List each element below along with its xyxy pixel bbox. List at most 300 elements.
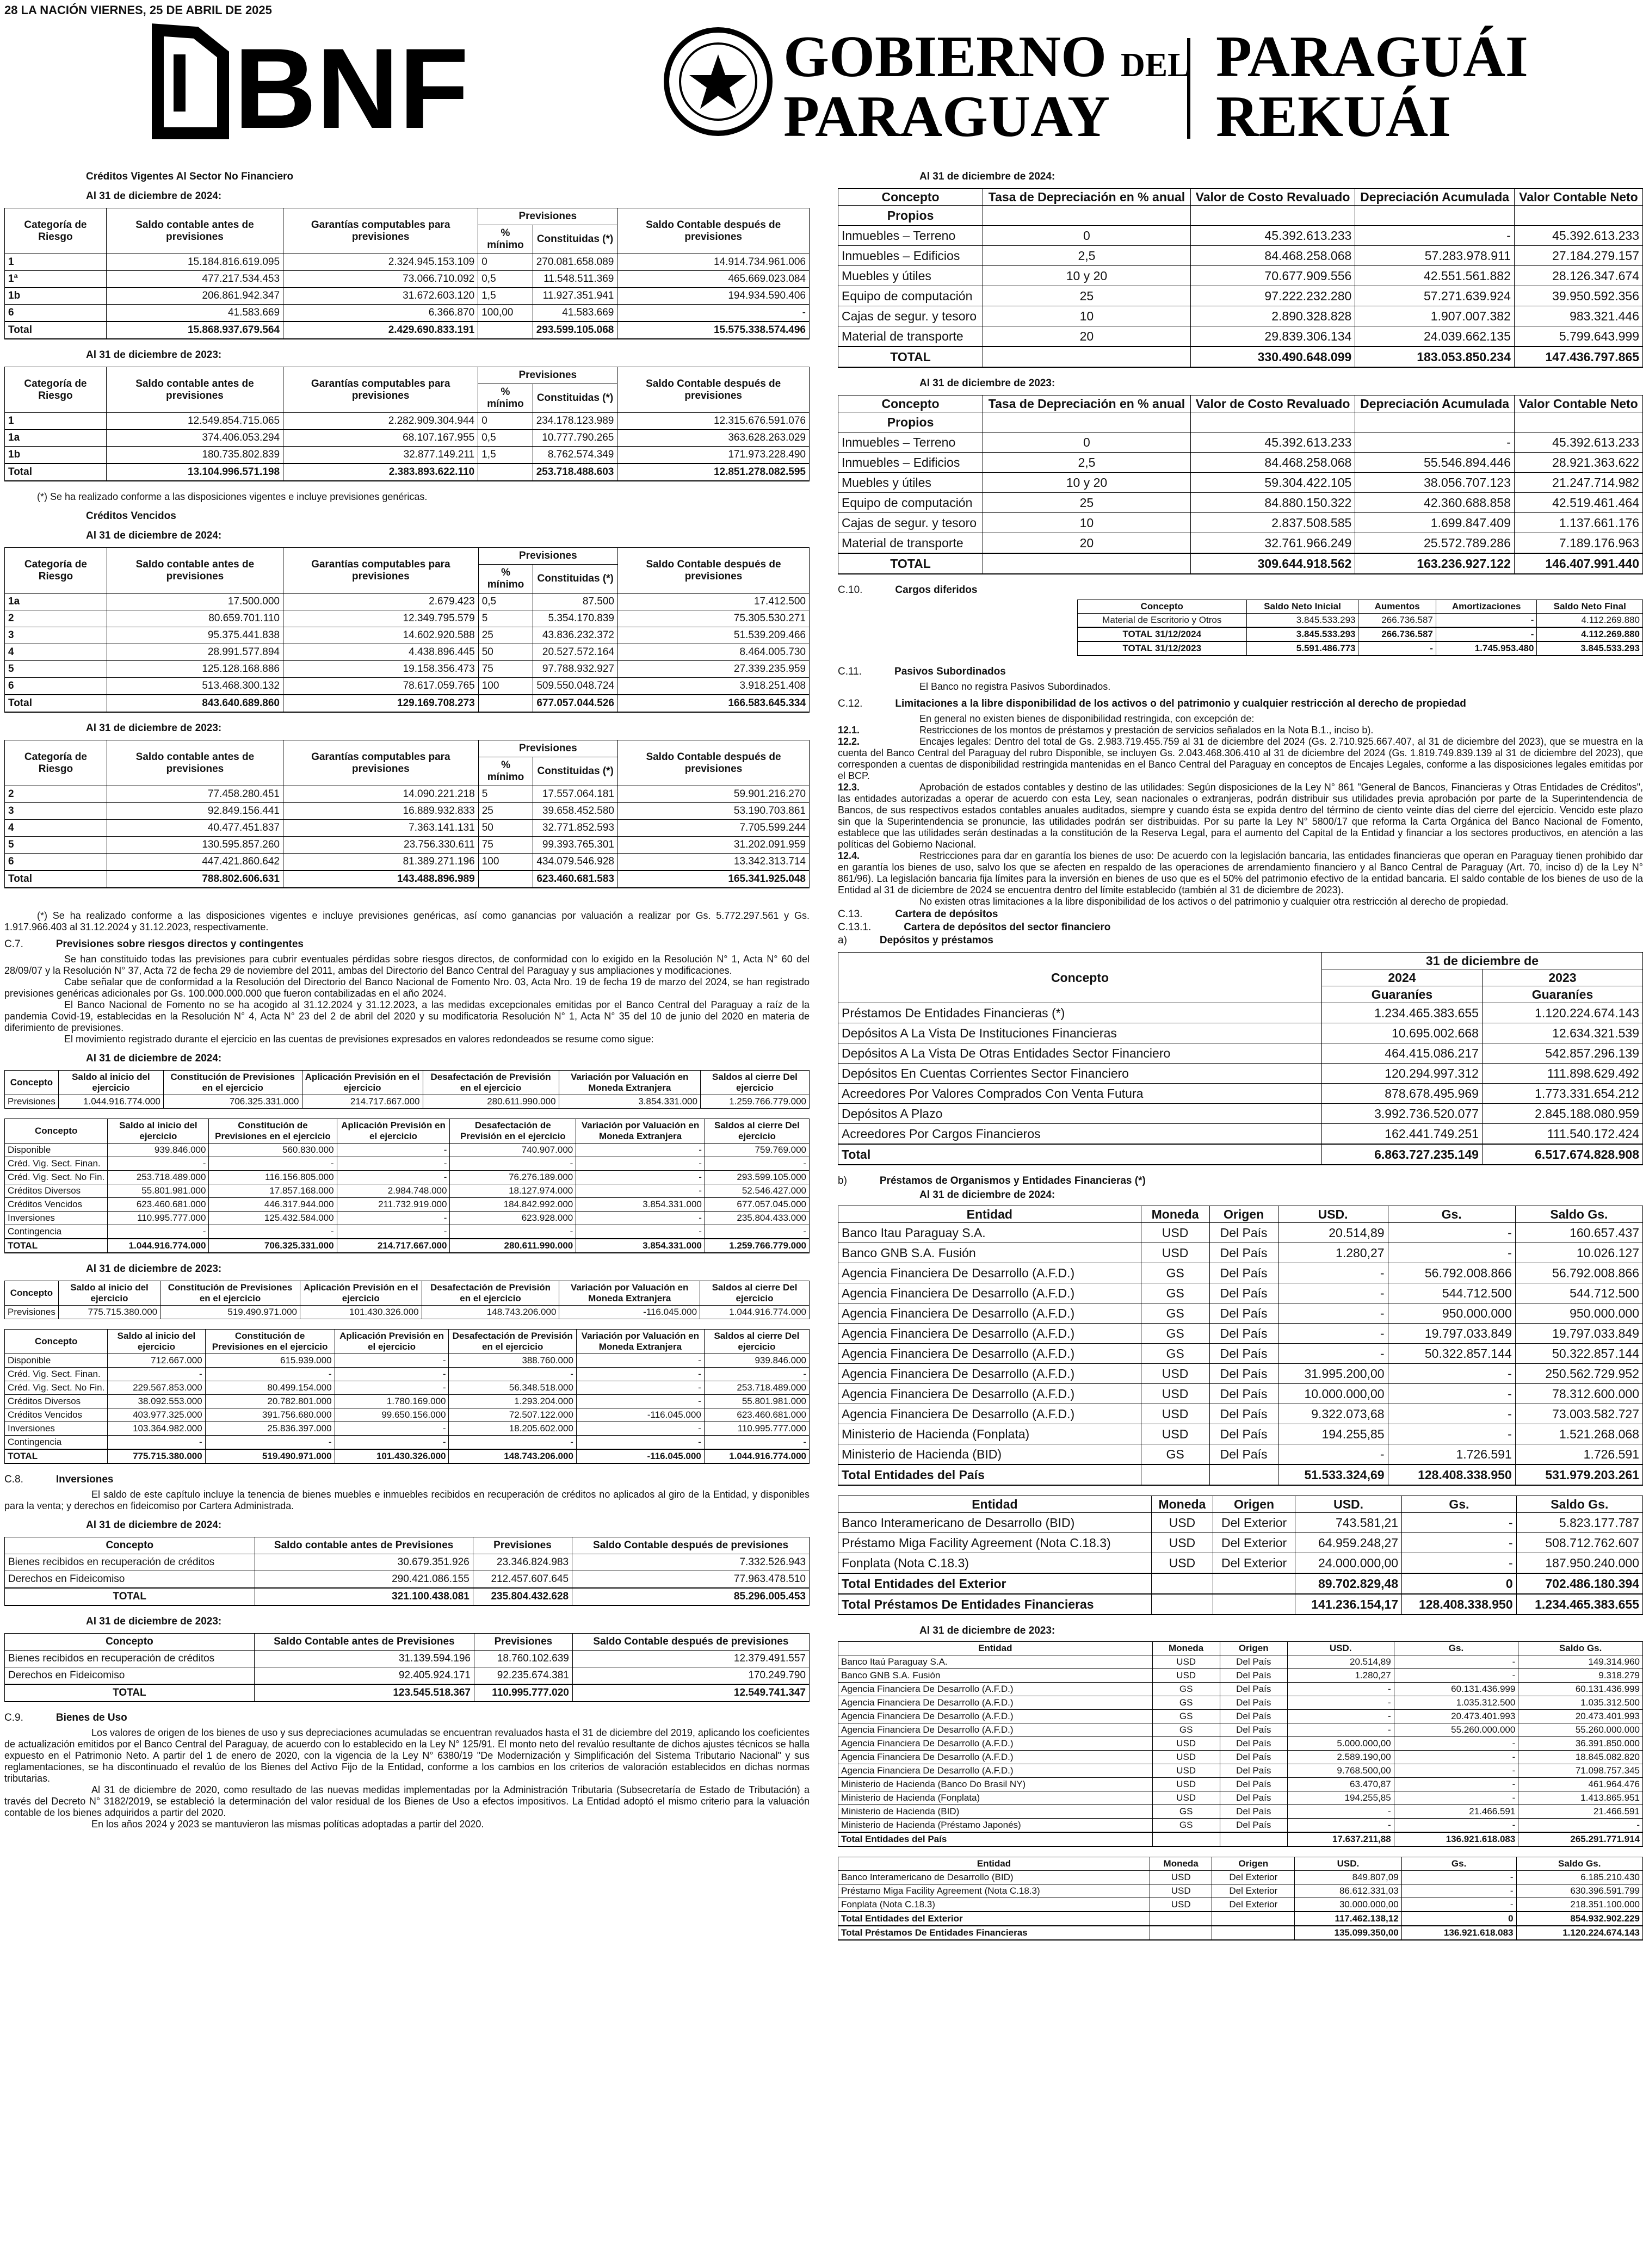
cell: -	[1436, 614, 1537, 628]
cell: 12.349.795.579	[283, 610, 479, 627]
cell: 1.280,27	[1287, 1669, 1394, 1683]
cell: -	[209, 1157, 337, 1171]
cell: 28.991.577.894	[107, 644, 283, 661]
cell	[1152, 1832, 1220, 1846]
cell: -	[1401, 1884, 1516, 1898]
cell: -	[705, 1225, 809, 1239]
cell: -	[576, 1144, 705, 1157]
cell: 20	[983, 533, 1191, 554]
cell: 27.184.279.157	[1514, 246, 1642, 266]
cell	[1209, 1464, 1278, 1485]
cell: 253.718.488.603	[533, 464, 617, 481]
cell: 56.792.008.866	[1515, 1263, 1642, 1283]
cell: -	[1394, 1764, 1518, 1778]
table-row	[5, 1667, 810, 1685]
cell: 128.408.338.950	[1402, 1594, 1517, 1615]
table-row	[5, 1184, 810, 1198]
cell: -	[449, 1436, 576, 1450]
table-row	[838, 432, 1643, 453]
cell: 11.548.511.369	[533, 271, 617, 288]
cell: 12.634.321.539	[1482, 1023, 1642, 1043]
cell: 53.190.703.861	[618, 803, 810, 820]
cell: 148.743.206.000	[449, 1449, 576, 1463]
cell: 187.950.240.000	[1516, 1553, 1642, 1574]
cell: Equipo de computación	[838, 493, 983, 513]
cell: 45.392.613.233	[1190, 432, 1355, 453]
cell: 77.963.478.510	[572, 1571, 810, 1589]
cell: 253.718.489.000	[704, 1381, 809, 1395]
cell: 623.460.681.000	[108, 1198, 209, 1212]
table-row	[5, 271, 810, 288]
cell: 31.139.594.196	[254, 1651, 474, 1667]
cell: 20	[983, 326, 1191, 347]
cell: 41.583.669	[106, 305, 283, 322]
cell: 3	[5, 803, 107, 820]
cell: 508.712.762.607	[1516, 1533, 1642, 1553]
cell: 759.769.000	[705, 1144, 809, 1157]
cell: 1.907.007.382	[1355, 306, 1515, 326]
cell: GS	[1152, 1696, 1220, 1710]
cell: 950.000.000	[1388, 1303, 1515, 1324]
cell: -	[450, 1225, 576, 1239]
cell: 146.407.991.440	[1514, 553, 1642, 574]
cell: Del País	[1220, 1751, 1287, 1764]
table-row	[5, 837, 810, 854]
cell: 110.995.777.020	[474, 1684, 573, 1702]
c12-4: 12.4. Restricciones para dar en garantía los bienes de uso: De acuerdo con la legislación bancaria, las entidades financieras que operan en Paraguay tienen prohibido dar en garantía los bienes de uso, salvo los que se afecten en respaldo de las operaciones de arrendamiento financiero y al Banco Central de Paraguay (Art. 70, inciso d) de la Ley N° 861/96). La legislación bancaria fija límites para la inversión en bienes de uso que es el 50% del patrimonio efectivo de la entidad bancaria. El saldo contable de los bienes de uso de la Entidad al 31 de diciembre de 2024 se encuentra dentro del límite establecido (también al 31 de diciembre de 2023).	[838, 850, 1643, 895]
cell: 544.712.500	[1388, 1283, 1515, 1303]
cell: 6.863.727.235.149	[1321, 1144, 1482, 1165]
cell: 85.296.005.453	[572, 1588, 810, 1605]
movement-table-2023-a: Concepto Saldo al inicio del ejercicio Constitución de Previsiones en el ejercicio Aplicación Previsión en el ejercicio Desafectación de Previsión en el ejercicio Variación por Valuación en Moneda Extranjera Saldos al cierre Del ejercicio Previsiones 775.715.380.000 519.490.971.000 101.430.326.000 148.743.206.000 -116.045.000 1.044.916.774.000	[4, 1281, 810, 1319]
cell: 253.718.489.000	[108, 1171, 209, 1184]
cell: 0,5	[478, 271, 533, 288]
cell: Del País	[1209, 1344, 1278, 1364]
cell: Fonplata (Nota C.18.3)	[838, 1898, 1150, 1912]
risk-table-vigentes-2023: Categoría de Riesgo Saldo contable antes de previsiones Garantías computables para previsiones Previsiones Saldo Contable después de previsiones % mínimo Constituidas (*) 1 12.549.854.715.065 2.282.909.304.944 0 234.178.123.989 12.315.676.591.076 1a 374.406.053.294 68.107.167.955 0,5 10.777.790.265 363.628.263.029 1b 180.735.802.839 32.877.149.211 1,5 8.762.574.349 171.973.228.490 Total 13.104.996.571.198 2.383.893.622.110 253.718.488.603 12.851.278.082.595	[4, 367, 810, 481]
table-row	[838, 1871, 1643, 1884]
cell: -	[1401, 1871, 1516, 1884]
cell: 84.468.258.068	[1190, 246, 1355, 266]
cell: 211.732.919.000	[337, 1198, 450, 1212]
cell: 9.318.279	[1518, 1669, 1643, 1683]
cell: 10 y 20	[983, 266, 1191, 286]
cell: 21.466.591	[1518, 1805, 1643, 1819]
cell: GS	[1152, 1723, 1220, 1737]
cell: 32.771.852.593	[533, 820, 618, 837]
cell: Total	[5, 870, 107, 888]
cell: 10	[983, 306, 1191, 326]
cell: Del País	[1220, 1778, 1287, 1791]
cell: 1.035.312.500	[1518, 1696, 1643, 1710]
cell: 80.659.701.110	[107, 610, 283, 627]
cell: -	[1287, 1805, 1394, 1819]
cell: -	[1287, 1683, 1394, 1696]
cell: 235.804.432.628	[473, 1588, 572, 1605]
cell: 677.057.045.000	[705, 1198, 809, 1212]
cell: 15.575.338.574.496	[617, 322, 810, 339]
cell: 6.517.674.828.908	[1482, 1144, 1642, 1165]
creditos-vigentes-title: Créditos Vigentes Al Sector No Financiero	[86, 171, 294, 182]
cell: Del Exterior	[1212, 1884, 1295, 1898]
cell: 129.169.708.273	[283, 695, 479, 712]
cell: 623.460.681.000	[704, 1408, 809, 1422]
cell: USD	[1151, 1513, 1213, 1533]
cell: 630.396.591.799	[1516, 1884, 1642, 1898]
cell: 0,5	[478, 594, 533, 610]
cell: 32.761.966.249	[1190, 533, 1355, 554]
cell: 125.432.584.000	[209, 1212, 337, 1225]
cell: -	[617, 305, 810, 322]
cell: 10.695.002.668	[1321, 1023, 1482, 1043]
cell: -	[1401, 1898, 1516, 1912]
cell: Agencia Financiera De Desarrollo (A.F.D.)	[838, 1737, 1153, 1751]
risk-table-vigentes-2024: Categoría de Riesgo Saldo contable antes de previsiones Garantías computables para previsiones Previsiones Saldo Contable después de previsiones % mínimo Constituidas (*) 1 15.184.816.619.095 2.324.945.153.109 0 270.081.658.089 14.914.734.961.006 1ª 477.217.534.453 73.066.710.092 0,5 11.548.511.369 465.669.023.084 1b 206.861.942.347 31.672.603.120 1,5 11.927.351.941 194.934.590.406 6 41.583.669 6.366.870 100,00 41.583.669 - Total 15.868.937.679.564 2.429.690.833.191 293.599.105.068 15.575.338.574.496	[4, 208, 810, 339]
cell: 1ª	[5, 271, 107, 288]
cell: 3.845.533.293	[1537, 641, 1643, 656]
cell: 100	[478, 854, 533, 871]
cell: GS	[1141, 1263, 1209, 1283]
cell: 280.611.990.000	[423, 1095, 559, 1109]
cell: 9.768.500,00	[1287, 1764, 1394, 1778]
table-row	[838, 286, 1643, 306]
cell: GS	[1141, 1444, 1209, 1465]
cell: 1.413.865.951	[1518, 1791, 1643, 1805]
cell: 100,00	[478, 305, 533, 322]
cell: 6.366.870	[283, 305, 478, 322]
cell: 6	[5, 305, 107, 322]
cell: 123.545.518.367	[254, 1684, 474, 1702]
table-row	[838, 266, 1643, 286]
cell: Agencia Financiera De Desarrollo (A.F.D.)	[838, 1404, 1141, 1424]
cell: 120.294.997.312	[1321, 1064, 1482, 1084]
cell: 51.539.209.466	[618, 627, 810, 644]
cell: 1a	[5, 430, 107, 447]
cell: -	[337, 1212, 450, 1225]
cell: USD	[1152, 1737, 1220, 1751]
cell: Total Entidades del País	[838, 1464, 1141, 1485]
cell: 39.950.592.356	[1514, 286, 1642, 306]
cell	[1150, 1912, 1212, 1926]
cell: 465.669.023.084	[617, 271, 810, 288]
cell: 309.644.918.562	[1190, 553, 1355, 574]
cell	[983, 347, 1191, 367]
table-row	[838, 1723, 1643, 1737]
cell: -	[576, 1212, 705, 1225]
cell: Inversiones	[5, 1212, 108, 1225]
movement-table-2023-b: Concepto Saldo al inicio del ejercicio Constitución de Previsiones en el ejercicio Aplicación Previsión en el ejercicio Desafectación de Previsión en el ejercicio Variación por Valuación en Moneda Extranjera Saldos al cierre Del ejercicio Disponible 712.667.000 615.939.000 - 388.760.000 - 939.846.000 Créd. Vig. Sect. Finan. - - - - - - Créd. Vig. Sect. No Fin. 229.567.853.000 80.499.154.000 - 56.348.518.000 - 253.718.489.000 Créditos Diversos 38.092.553.000 20.782.801.000 1.780.169.000 1.293.204.000 - 55.801.981.000 Créditos Vencidos 403.977.325.000 391.756.680.000 99.650.156.000 72.507.122.000 -116.045.000 623.460.681.000 Inversiones 103.364.982.000 25.836.397.000 - 18.205.602.000 - 110.995.777.000 Contingencia - - - - - - TOTAL 775.715.380.000 519.490.971.000 101.430.326.000 148.743.206.000 -116.045.000 1.044.916.774.000	[4, 1329, 810, 1464]
cell: 775.715.380.000	[108, 1449, 205, 1463]
cell: Agencia Financiera De Desarrollo (A.F.D.)	[838, 1764, 1153, 1778]
cell: -	[576, 1225, 705, 1239]
cell: -	[1355, 432, 1515, 453]
cell: 623.460.681.583	[533, 870, 618, 888]
cell: 18.205.602.000	[449, 1422, 576, 1436]
cell: -	[335, 1436, 449, 1450]
cell: GS	[1152, 1805, 1220, 1819]
cell: Material de transporte	[838, 533, 983, 554]
date-2023-b: Al 31 de diciembre de 2023:	[919, 1625, 1055, 1636]
paraguai-text: PARAGUÁI	[1216, 24, 1528, 89]
table-row	[838, 326, 1643, 347]
cell: Agencia Financiera De Desarrollo (A.F.D.)	[838, 1303, 1141, 1324]
cell: 63.470,87	[1287, 1778, 1394, 1791]
cell: 101.430.326.000	[300, 1306, 422, 1319]
cell	[983, 553, 1191, 574]
cell: -	[108, 1225, 209, 1239]
risk-table-vencidos-2024: Categoría de Riesgo Saldo contable antes de previsiones Garantías computables para previsiones Previsiones Saldo Contable después de previsiones % mínimo Constituidas (*) 1a 17.500.000 2.679.423 0,5 87.500 17.412.500 2 80.659.701.110 12.349.795.579 5 5.354.170.839 75.305.530.271 3 95.375.441.838 14.602.920.588 25 43.836.232.372 51.539.209.466 4 28.991.577.894 4.438.896.445 50 20.527.572.164 8.464.005.730 5 125.128.168.886 19.158.356.473 75 97.788.932.927 27.339.235.959 6 513.468.300.132 78.617.059.765 100 509.550.048.724 3.918.251.408 Total 843.640.689.860 129.169.708.273 677.057.044.526 166.583.645.334	[4, 547, 810, 713]
cell: -	[1278, 1283, 1388, 1303]
table-row	[5, 820, 810, 837]
cell: 743.581,21	[1295, 1513, 1402, 1533]
note-previsiones: (*) Se ha realizado conforme a las disposiciones vigentes e incluye previsiones genéricas.	[37, 491, 428, 502]
cell: -116.045.000	[576, 1449, 704, 1463]
cell: 1,5	[478, 288, 533, 305]
cell: TOTAL	[838, 347, 983, 367]
cell	[478, 322, 533, 339]
cell: 143.488.896.989	[283, 870, 479, 888]
cell: Agencia Financiera De Desarrollo (A.F.D.)	[838, 1324, 1141, 1344]
table-row	[5, 803, 810, 820]
cell: 519.490.971.000	[160, 1306, 300, 1319]
table-row	[5, 644, 810, 661]
table-row	[838, 1884, 1643, 1898]
cell: 40.477.451.837	[107, 820, 283, 837]
cell: -	[576, 1422, 704, 1436]
cell: -	[1278, 1303, 1388, 1324]
table-row	[5, 1571, 810, 1589]
cell: 56.792.008.866	[1388, 1263, 1515, 1283]
cell: 2	[5, 786, 107, 803]
cell: 5	[478, 610, 533, 627]
cell: 1.773.331.654.212	[1482, 1084, 1642, 1104]
cell: 266.736.587	[1358, 614, 1436, 628]
cell: GS	[1141, 1303, 1209, 1324]
cell: 17.412.500	[618, 594, 810, 610]
cell: 0	[1401, 1912, 1516, 1926]
cell: -	[1355, 226, 1515, 246]
cell: Ministerio de Hacienda (BID)	[838, 1444, 1141, 1465]
cell: 14.602.920.588	[283, 627, 479, 644]
cell: 18.845.082.820	[1518, 1751, 1643, 1764]
cell: 3.854.331.000	[576, 1239, 705, 1253]
cell: Del País	[1220, 1669, 1287, 1683]
cell: 266.736.587	[1358, 627, 1436, 641]
cell: Total	[5, 695, 107, 712]
cell: 10.777.790.265	[533, 430, 617, 447]
cell: USD	[1152, 1751, 1220, 1764]
cell: Agencia Financiera De Desarrollo (A.F.D.)	[838, 1283, 1141, 1303]
cell: Inversiones	[5, 1422, 108, 1436]
table-row	[838, 1594, 1643, 1615]
cell: 5.000.000,00	[1287, 1737, 1394, 1751]
cell: 0	[1402, 1573, 1517, 1594]
cell: 0,5	[478, 430, 533, 447]
table-row	[5, 1354, 810, 1368]
cell: 4.438.896.445	[283, 644, 479, 661]
cell: 41.583.669	[533, 305, 617, 322]
cell: 1.259.766.779.000	[705, 1239, 809, 1253]
cell: 15.868.937.679.564	[106, 322, 283, 339]
cell: 702.486.180.394	[1516, 1573, 1642, 1594]
table-row	[5, 1368, 810, 1381]
cell: 477.217.534.453	[106, 271, 283, 288]
table-row	[838, 1912, 1643, 1926]
cell: 92.235.674.381	[474, 1667, 573, 1685]
c9-paragraph-3: En los años 2024 y 2023 se mantuvieron las mismas políticas adoptadas a partir del 2020.	[91, 1819, 484, 1830]
cell: 45.392.613.233	[1190, 226, 1355, 246]
cell: 3.992.736.520.077	[1321, 1104, 1482, 1124]
c12-3: 12.3. Aprobación de estados contables y destino de las utilidades: Según disposiciones de la Ley N° 861 "General de Bancos, Financieras y Otras Entidades de Créditos", las entidades autorizadas a operar de acuerdo con esta Ley, sean nacionales o extranjeras, podrán distribuir sus utilidades previa aprobación por parte de la Superintendencia de Bancos, de sus respectivos estados contables anuales auditados, siempre y cuando ésta se expida dentro del término de ciento veinte días del cierre del ejercicio. Vencido este plazo sin que la Superintendencia se pronuncie, las utilidades podrán ser distribuidas. Por su parte la Ley N° 5800/17 que reforma la Carta Orgánica del Banco Nacional de Fomento, establece que las utilidades serán destinadas a la constitución de la Reserva Legal, para el aumento del Capital de la Entidad y financiar a los sectores productivos, en atención a las políticas del Gobierno Nacional.	[838, 782, 1643, 850]
cell: -	[1394, 1791, 1518, 1805]
cell: 10	[983, 513, 1191, 533]
table-row	[5, 1171, 810, 1184]
table-row	[5, 305, 810, 322]
cell: -	[1394, 1778, 1518, 1791]
cell: 1.044.916.774.000	[58, 1095, 163, 1109]
cell: 3.918.251.408	[618, 678, 810, 695]
table-row	[5, 1684, 810, 1702]
c12-1: 12.1. Restricciones de los montos de préstamos y prestación de servicios señalados en la Nota B.1., inciso b).	[838, 725, 1374, 736]
cell	[1212, 1926, 1295, 1940]
cell	[1220, 1832, 1287, 1846]
cell: 92.849.156.441	[107, 803, 283, 820]
cell: 1.120.224.674.143	[1516, 1926, 1642, 1940]
cell: 32.877.149.211	[283, 447, 478, 464]
cell: Bienes recibidos en recuperación de créditos	[5, 1554, 255, 1571]
movement-table-2024-a: Concepto Saldo al inicio del ejercicio Constitución de Previsiones en el ejercicio Aplicación Previsión en el ejercicio Desafectación de Previsión en el ejercicio Variación por Valuación en Moneda Extranjera Saldos al cierre Del ejercicio Previsiones 1.044.916.774.000 706.325.331.000 214.717.667.000 280.611.990.000 3.854.331.000 1.259.766.779.000	[4, 1070, 810, 1109]
cell: 92.405.924.171	[254, 1667, 474, 1685]
cell: 78.617.059.765	[283, 678, 479, 695]
cell: Del País	[1209, 1444, 1278, 1465]
cell: TOTAL	[5, 1588, 255, 1605]
cell: 194.255,85	[1278, 1424, 1388, 1444]
cell: Del País	[1209, 1364, 1278, 1384]
cell: -	[1388, 1404, 1515, 1424]
cell: 70.677.909.556	[1190, 266, 1355, 286]
cell: 184.842.992.000	[450, 1198, 576, 1212]
cell: Créditos Vencidos	[5, 1198, 108, 1212]
note-vencidos: (*) Se ha realizado conforme a las disposiciones vigentes e incluye previsiones genéricas, así como ganancias por valuación a realizar por Gs. 5.772.297.561 y Gs. 1.917.966.403 al 31.12.2024 y 31.12.2023, respectivamente.	[4, 910, 810, 932]
cell: 19.158.356.473	[283, 661, 479, 678]
cell: Del País	[1220, 1710, 1287, 1723]
cell: 111.898.629.492	[1482, 1064, 1642, 1084]
table-row	[5, 1651, 810, 1667]
section-c13-1: C.13.1. Cartera de depósitos del sector financiero	[838, 922, 1111, 933]
cell: 10 y 20	[983, 473, 1191, 493]
cell: 19.797.033.849	[1388, 1324, 1515, 1344]
cell: Del País	[1209, 1324, 1278, 1344]
cell: 19.797.033.849	[1515, 1324, 1642, 1344]
cell: 95.375.441.838	[107, 627, 283, 644]
cell: Del País	[1209, 1384, 1278, 1404]
cell: 99.393.765.301	[533, 837, 618, 854]
cell: Contingencia	[5, 1225, 108, 1239]
cell: 212.457.607.645	[473, 1571, 572, 1589]
cell: -	[1394, 1751, 1518, 1764]
table-row	[838, 1669, 1643, 1683]
cell: Banco GNB S.A. Fusión	[838, 1669, 1153, 1683]
bnf-wordmark: BNF	[234, 24, 469, 152]
cell: 5.591.486.773	[1246, 641, 1358, 656]
cell: 6	[5, 678, 107, 695]
cell: 2.589.190,00	[1287, 1751, 1394, 1764]
cell: 17.637.211,88	[1287, 1832, 1394, 1846]
cell: Créd. Vig. Sect. No Fin.	[5, 1171, 108, 1184]
table-row	[5, 1395, 810, 1408]
cell: Del País	[1220, 1805, 1287, 1819]
cell: Agencia Financiera De Desarrollo (A.F.D.)	[838, 1696, 1153, 1710]
table-row	[838, 1926, 1643, 1940]
table-row	[838, 1683, 1643, 1696]
date-2024: Al 31 de diciembre de 2024:	[86, 1053, 222, 1064]
cell: Inmuebles – Terreno	[838, 432, 983, 453]
table-row	[5, 661, 810, 678]
table-row	[838, 1283, 1643, 1303]
cell: 97.788.932.927	[533, 661, 618, 678]
cell: Previsiones	[5, 1306, 59, 1319]
table-row	[838, 1064, 1643, 1084]
cell: 740.907.000	[450, 1144, 576, 1157]
cell: Ministerio de Hacienda (Fonplata)	[838, 1424, 1141, 1444]
cell: Banco Itaú Paraguay S.A.	[838, 1655, 1153, 1669]
cell: -	[108, 1436, 205, 1450]
table-row	[838, 1764, 1643, 1778]
cell: Depósitos En Cuentas Corrientes Sector Financiero	[838, 1064, 1322, 1084]
cell: 531.979.203.261	[1515, 1464, 1642, 1485]
cell: Créditos Vencidos	[5, 1408, 108, 1422]
table-row	[1078, 614, 1643, 628]
prestamos-exterior-2024: Entidad Moneda Origen USD. Gs. Saldo Gs. Banco Interamericano de Desarrollo (BID) USD Del Exterior 743.581,21 - 5.823.177.787 Préstamo Miga Facility Agreement (Nota C.18.3) USD Del Exterior 64.959.248,27 - 508.712.762.607 Fonplata (Nota C.18.3) USD Del Exterior 24.000.000,00 - 187.950.240.000 Total Entidades del Exterior 89.702.829,48 0 702.486.180.394 Total Préstamos De Entidades Financieras 141.236.154,17 128.408.338.950 1.234.465.383.655	[838, 1495, 1643, 1615]
inversiones-table-2023: Concepto Saldo Contable antes de Previsiones Previsiones Saldo Contable después de previsiones Bienes recibidos en recuperación de créditos 31.139.594.196 18.760.102.639 12.379.491.557 Derechos en Fideicomiso 92.405.924.171 92.235.674.381 170.249.790 TOTAL 123.545.518.367 110.995.777.020 12.549.741.347	[4, 1633, 810, 1702]
cell: 5	[5, 837, 107, 854]
cell: 76.276.189.000	[450, 1171, 576, 1184]
cell: 330.490.648.099	[1190, 347, 1355, 367]
cell: 50	[478, 820, 533, 837]
cell: 60.131.436.999	[1394, 1683, 1518, 1696]
table-row	[5, 627, 810, 644]
cell: 55.260.000.000	[1394, 1723, 1518, 1737]
cell: Depósitos A La Vista De Otras Entidades Sector Financiero	[838, 1043, 1322, 1064]
bienes-uso-table-2023: Concepto Tasa de Depreciación en % anual Valor de Costo Revaluado Depreciación Acumulada Valor Contable Neto Propios Inmuebles – Terreno 0 45.392.613.233 - 45.392.613.233 Inmuebles – Edificios 2,5 84.468.258.068 55.546.894.446 28.921.363.622 Muebles y útiles 10 y 20 59.304.422.105 38.056.707.123 21.247.714.982 Equipo de computación 25 84.880.150.322 42.360.688.858 42.519.461.464 Cajas de segur. y tesoro 10 2.837.508.585 1.699.847.409 1.137.661.176 Material de transporte 20 32.761.966.249 25.572.789.286 7.189.176.963 TOTAL 309.644.918.562 163.236.927.122 146.407.991.440	[838, 395, 1643, 574]
cell: 983.321.446	[1514, 306, 1642, 326]
cell: 86.612.331,03	[1295, 1884, 1401, 1898]
cell: Del País	[1209, 1223, 1278, 1243]
table-row	[5, 695, 810, 712]
cell: Ministerio de Hacienda (BID)	[838, 1805, 1153, 1819]
table-row	[5, 1436, 810, 1450]
cell: 20.527.572.164	[533, 644, 618, 661]
table-row	[838, 1696, 1643, 1710]
cell: -	[1394, 1669, 1518, 1683]
cell: -	[1402, 1533, 1517, 1553]
cell: 42.551.561.882	[1355, 266, 1515, 286]
cell: 250.562.729.952	[1515, 1364, 1642, 1384]
cell	[1151, 1573, 1213, 1594]
cell: 13.104.996.571.198	[106, 464, 283, 481]
cell: Cajas de segur. y tesoro	[838, 306, 983, 326]
cell: 293.599.105.068	[533, 322, 617, 339]
table-row	[838, 1003, 1643, 1023]
cell: 13.342.313.714	[618, 854, 810, 871]
cell: 706.325.331.000	[163, 1095, 302, 1109]
cell: Agencia Financiera De Desarrollo (A.F.D.)	[838, 1710, 1153, 1723]
cell: 939.846.000	[108, 1144, 209, 1157]
cell: 14.090.221.218	[283, 786, 479, 803]
cell: 45.392.613.233	[1514, 432, 1642, 453]
cell: 28.921.363.622	[1514, 453, 1642, 473]
cell: 170.249.790	[572, 1667, 809, 1685]
